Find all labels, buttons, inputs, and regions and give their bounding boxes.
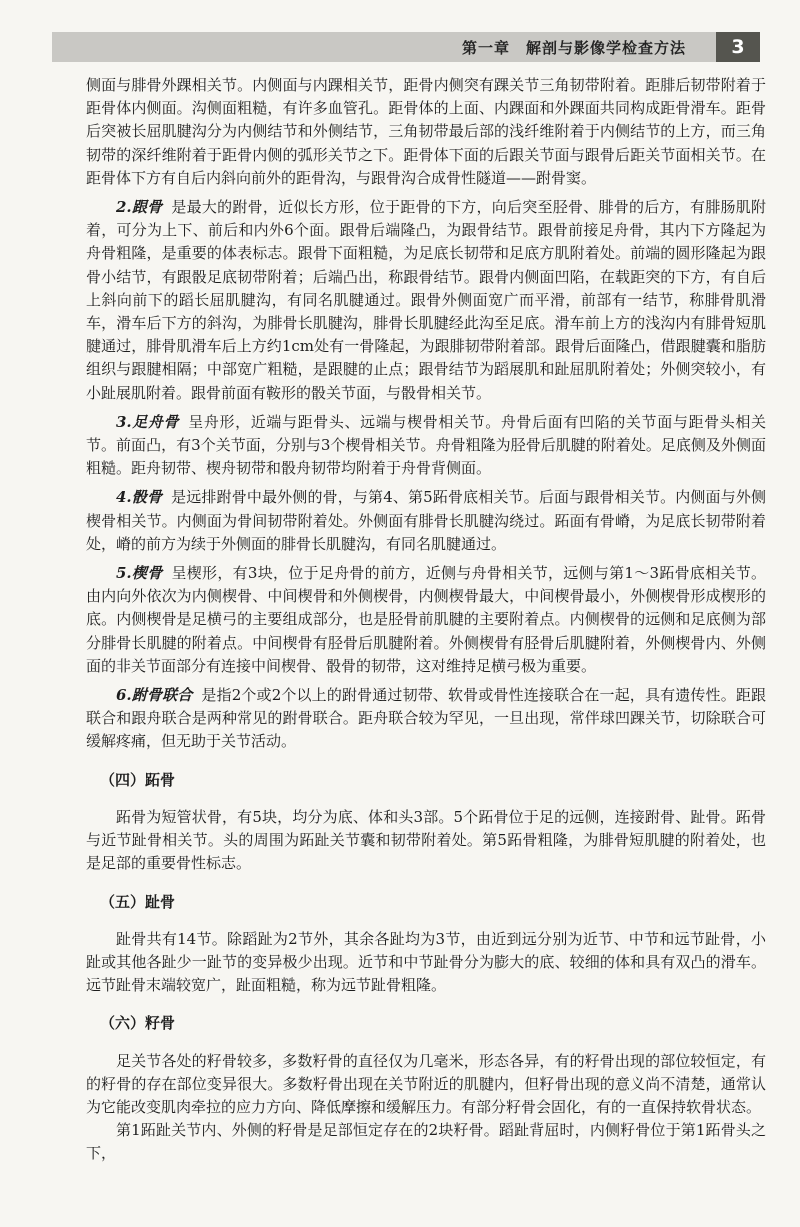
sesamoids-paragraph-continued: 第1跖趾关节内、外侧的籽骨是足部恒定存在的2块籽骨。蹈趾背屈时，内侧籽骨位于第1跖骨头之下， xyxy=(86,1121,766,1163)
bone-term: 4.骰骨 xyxy=(116,488,163,507)
running-header xyxy=(52,32,760,62)
phalanges-paragraph: 趾骨共有14节。除蹈趾为2节外，其余各趾均为3节，由近到远分别为近节、中节和远节趾骨，小趾或其他各趾少一趾节的变异极少出现。近节和中节趾骨分为膨大的底、较细的体和具有双凸的滑车。远节趾骨末端较宽广，趾面粗糙，称为远节趾骨粗隆。 xyxy=(86,929,766,995)
bone-term: 6.跗骨联合 xyxy=(116,686,193,705)
bone-description: 是指2个或2个以上的跗骨通过韧带、软骨或骨性连接联合在一起，具有遗传性。距跟联合和跟舟联合是两种常见的跗骨联合。距舟联合较为罕见，一旦出现，常伴球凹踝关节，切除联合可缓解疼痛，但无助于关节活动。 xyxy=(86,686,766,751)
sesamoids-paragraph: 足关节各处的籽骨较多，多数籽骨的直径仅为几毫米，形态各异，有的籽骨出现的部位较恒定，有的籽骨的存在部位变异很大。多数籽骨出现在关节附近的肌腱内，但籽骨出现的意义尚不清楚，通常认为它能改变肌肉牵拉的应力方向、降低摩擦和缓解压力。有部分籽骨会固化，有的一直保持软骨状态。 xyxy=(86,1051,766,1116)
page-number: 3 xyxy=(716,32,760,62)
cuneiform-paragraph xyxy=(86,562,766,678)
bone-description: 是远排跗骨中最外侧的骨，与第4、第5跖骨底相关节。后面与跟骨相关节。内侧面与外侧楔骨相关节。内侧面为骨间韧带附着处。外侧面有腓骨长肌腱沟绕过。跖面有骨嵴，为足底长韧带附着处，嵴的前方为续于外侧面的腓骨长肌腱沟，有同名肌腱通过。 xyxy=(86,488,766,553)
bone-description: 呈舟形，近端与距骨头、远端与楔骨相关节。舟骨后面有凹陷的关节面与距骨头相关节。前面凸，有3个关节面，分别与3个楔骨相关节。舟骨粗隆为胫骨后肌腱的附着处。足底侧及外侧面粗糙。距舟韧带、楔舟韧带和骰舟韧带均附着于舟骨背侧面。 xyxy=(86,412,766,478)
calcaneus-paragraph xyxy=(86,196,766,405)
section-heading-sesamoids: （六）籽骨 xyxy=(100,1014,176,1033)
chapter-title: 第一章 解剖与影像学检查方法 xyxy=(461,39,686,57)
section-heading-phalanges: （五）趾骨 xyxy=(100,892,176,911)
bone-term: 5.楔骨 xyxy=(116,564,163,583)
tarsal-coalition-paragraph xyxy=(86,684,766,754)
bone-term: 3.足舟骨 xyxy=(116,412,180,431)
section-heading-metatarsals: （四）跖骨 xyxy=(100,770,176,789)
bone-description: 呈楔形，有3块，位于足舟骨的前方，近侧与舟骨相关节，远侧与第1～3跖骨底相关节。由内向外依次为内侧楔骨、中间楔骨和外侧楔骨，内侧楔骨最大，中间楔骨最小，外侧楔骨形成楔形的底。内侧楔骨是足横弓的主要组成部分，也是胫骨前肌腱的主要附着点。内侧楔骨的远侧和足底侧为部分腓骨长肌腱的附着点。中间楔骨有胫骨后肌腱附着。外侧楔骨有胫骨后肌腱附着，外侧楔骨内、外侧面的非关节面部分有连接中间楔骨、骰骨的韧带，这对维持足横弓极为重要。 xyxy=(86,564,766,675)
bone-term: 2.跟骨 xyxy=(116,198,163,217)
bone-description: 是最大的跗骨，近似长方形，位于距骨的下方，向后突至胫骨、腓骨的后方，有腓肠肌附着，可分为上下、前后和内外6个面。跟骨后端隆凸，为跟骨结节。跟骨前接足舟骨，其内下方隆起为舟骨粗隆，是重要的体表标志。跟骨下面粗糙，为足底长韧带和足底方肌附着处。前端的圆形隆起为跟骨小结节，有跟骰足底韧带附着；后端凸出，称跟骨结节。跟骨内侧面凹陷，在载距突的下方，有自后上斜向前下的蹈长屈肌腱沟，有同名肌腱通过。跟骨外侧面宽广而平滑，前部有一结节，称腓骨肌滑车，滑车后下方的斜沟，为腓骨长肌腱沟，腓骨长肌腱经此沟至足底。滑车前上方的浅沟内有腓骨短肌腱通过，腓骨肌滑车后上方约1cm处有一骨隆起，为跟腓韧带附着部。跟骨后面隆凸，借跟腱囊和脂肪组织与跟腱相隔；中部宽广粗糙，是跟腱的止点；跟骨结节为蹈展肌和趾屈肌附着处；外侧突较小，有小趾展肌附着。跟骨前面有鞍形的骰关节面，与骰骨相关节。 xyxy=(86,198,766,402)
metatarsals-paragraph: 跖骨为短管状骨，有5块，均分为底、体和头3部。5个跖骨位于足的远侧，连接跗骨、趾骨。跖骨与近节趾骨相关节。头的周围为跖趾关节囊和韧带附着处。第5跖骨粗隆，为腓骨短肌腱的附着处，也是足部的重要骨性标志。 xyxy=(86,807,766,873)
cuboid-paragraph xyxy=(86,486,766,556)
navicular-paragraph xyxy=(86,411,766,481)
body-text xyxy=(86,74,766,1166)
talus-continued-paragraph: 侧面与腓骨外踝相关节。内侧面与内踝相关节，距骨内侧突有踝关节三角韧带附着。距腓后韧带附着于距骨体内侧面。沟侧面粗糙，有许多血管孔。距骨体的上面、内踝面和外踝面共同构成距骨滑车。距骨后突被长屈肌腱沟分为内侧结节和外侧结节，三角韧带最后部的浅纤维附着于内侧结节的上方，而三角韧带的深纤维附着于距骨内侧的弧形关节之下。距骨体下面的后跟关节面与跟骨后距关节面相关节。在距骨体下方有自后内斜向前外的距骨沟，与跟骨沟合成骨性隧道——跗骨窦。 xyxy=(86,76,766,187)
